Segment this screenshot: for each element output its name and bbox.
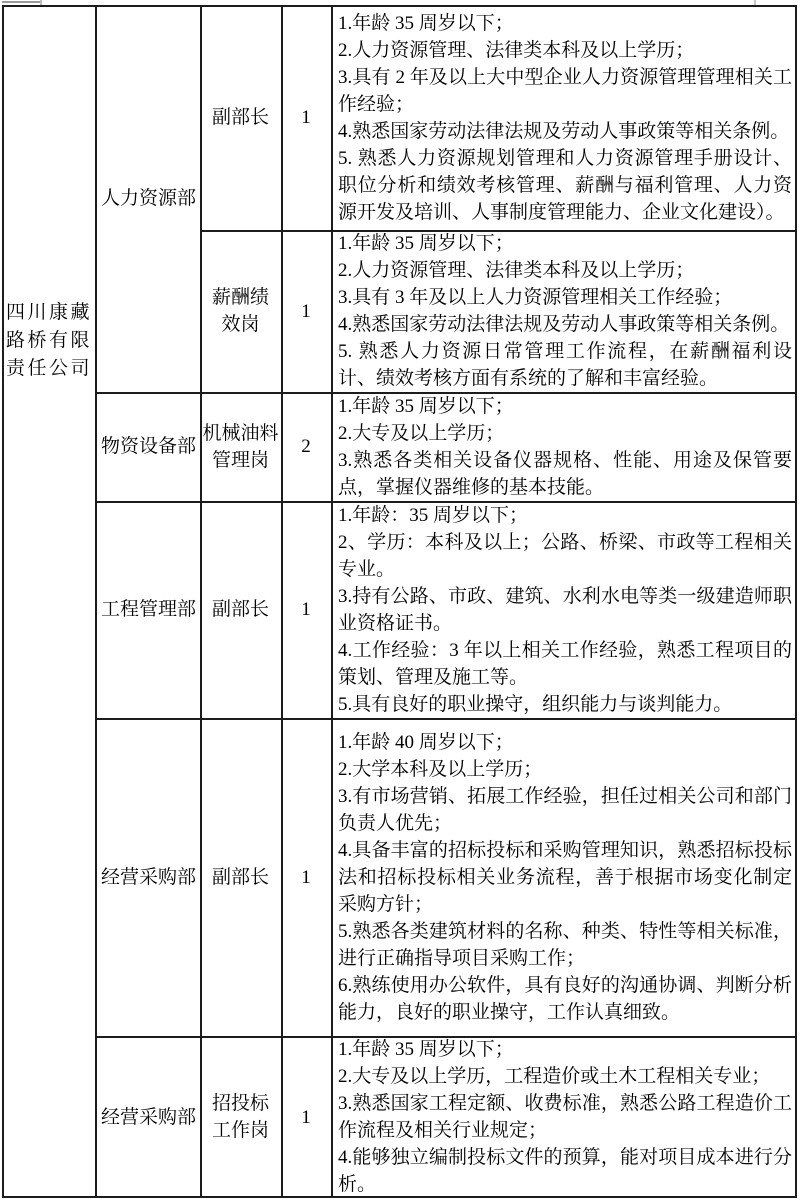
requirement-item: 2.大专及以上学历，工程造价或土木工程相关专业；: [338, 1066, 771, 1087]
headcount-value: 1: [301, 1106, 311, 1128]
company-name-line: 四川康藏: [5, 302, 92, 323]
requirement-item: 1.年龄 35 周岁以下；: [338, 395, 514, 417]
requirement-item: 1.年龄 35 周岁以下；: [338, 233, 514, 254]
requirement-item: 3.持有公路、市政、建筑、水利水电等类一级建造师职业资格证书。: [338, 585, 792, 634]
requirement-item: 5.熟悉各类建筑材料的名称、种类、特性等相关标准，进行正确指导项目采购工作；: [338, 920, 792, 969]
requirement-item: 4.熟悉国家劳动法律法规及劳动人事政策等相关条例。: [338, 314, 790, 335]
position-label: 工作岗: [211, 1120, 269, 1141]
requirement-item: 5. 熟悉人力资源规划管理和人力资源管理手册设计、职位分析和绩效考核管理、薪酬与福利管理、人力资源开发及培训、人事制度管理能力、企业文化建设）。: [338, 147, 792, 223]
requirement-item: 6.熟练使用办公软件，具有良好的沟通协调、判断分析能力，良好的职业操守，工作认真细致。: [338, 974, 792, 1023]
headcount-cell: [283, 7, 329, 228]
headcount-value: 1: [301, 599, 311, 620]
company-cell: [4, 296, 94, 386]
position-label: 管理岗: [211, 449, 269, 471]
requirements-cell: [333, 503, 795, 716]
department-cell-engineering: [97, 503, 200, 716]
requirement-item: 3.具有 3 年及以上人力资源管理相关工作经验；: [338, 287, 733, 308]
department-label: 人力资源部: [100, 188, 196, 209]
position-label: 效岗: [221, 314, 260, 335]
headcount-cell: [283, 720, 329, 1034]
requirement-item: 3.熟悉国家工程定额、收费标准，熟悉公路工程造价工作流程及相关行业规定；: [338, 1093, 792, 1141]
department-label: 经营采购部: [100, 866, 196, 888]
position-label: 副部长: [211, 599, 269, 620]
company-name-line: 责任公司: [5, 358, 92, 379]
requirement-item: 4.熟悉国家劳动法律法规及劳动人事政策等相关条例。: [338, 120, 790, 142]
requirement-item: 5.具有良好的职业操守，组织能力与谈判能力。: [338, 693, 733, 715]
headcount-value: 1: [301, 300, 311, 322]
requirement-item: 2.人力资源管理、法律类本科及以上学历；: [338, 39, 695, 61]
requirement-item: 1.年龄 35 周岁以下；: [338, 1039, 514, 1060]
requirements-cell: [333, 394, 795, 499]
headcount-cell: [283, 232, 329, 390]
requirement-item: 3.具有 2 年及以上大中型企业人力资源管理管理相关工作经验；: [338, 66, 792, 115]
requirement-item: 3.有市场营销、拓展工作经验，担任过相关公司和部门负责人优先；: [338, 785, 792, 834]
requirements-cell: [333, 720, 795, 1034]
department-label: 物资设备部: [100, 436, 196, 457]
headcount-value: 2: [301, 436, 311, 457]
requirement-item: 2.人力资源管理、法律类本科及以上学历；: [338, 260, 695, 281]
headcount-value: 1: [301, 107, 311, 128]
headcount-cell: [283, 503, 329, 716]
position-label: 薪酬绩: [211, 287, 269, 308]
position-label: 招投标: [211, 1093, 269, 1114]
requirements-cell: [333, 7, 795, 228]
department-cell-procurement-2: [97, 1038, 200, 1196]
requirement-item: 1.年龄 40 周岁以下；: [338, 731, 514, 753]
position-cell: [202, 394, 279, 499]
company-name-line: 路桥有限: [5, 330, 92, 351]
headcount-cell: [283, 1038, 329, 1196]
department-cell-procurement-1: [97, 720, 200, 1034]
requirement-item: 3.熟悉各类相关设备仪器规格、性能、用途及保管要点，掌握仪器维修的基本技能。: [338, 449, 792, 498]
position-cell: [202, 1038, 279, 1196]
requirement-item: 4.工作经验：3 年以上相关工作经验，熟悉工程项目的策划、管理及施工等。: [338, 639, 792, 688]
position-cell: [202, 720, 279, 1034]
crop-artifact-line: [2, 1, 42, 3]
headcount-cell: [283, 394, 329, 499]
requirement-item: 5. 熟悉人力资源日常管理工作流程，在薪酬福利设计、绩效考核方面有系统的了解和丰富经验。: [338, 341, 792, 389]
position-label: 副部长: [211, 107, 269, 128]
requirement-item: 4.能够独立编制投标文件的预算，能对项目成本进行分析。: [338, 1147, 792, 1195]
requirement-item: 1.年龄 35 周岁以下；: [338, 12, 514, 34]
requirements-cell: [333, 1038, 795, 1196]
requirement-item: 2.大学本科及以上学历；: [338, 758, 543, 780]
position-cell: [202, 7, 279, 228]
position-cell: [202, 503, 279, 716]
department-label: 经营采购部: [100, 1106, 196, 1128]
requirements-cell: [333, 232, 795, 390]
headcount-value: 1: [301, 866, 311, 888]
requirement-item: 4.具备丰富的招标投标和采购管理知识，熟悉招标投标法和招标投标相关业务流程，善于根据市场变化制定采购方针；: [338, 839, 792, 915]
position-label: 机械油料: [202, 422, 279, 444]
position-cell: [202, 232, 279, 390]
requirement-item: 2.大专及以上学历；: [338, 422, 505, 444]
department-cell-hr: [97, 7, 200, 390]
department-label: 工程管理部: [100, 599, 196, 620]
department-cell-materials: [97, 394, 200, 499]
position-label: 副部长: [211, 866, 269, 888]
requirement-item: 1.年龄：35 周岁以下；: [338, 504, 529, 526]
requirement-item: 2、学历：本科及以上；公路、桥梁、市政等工程相关专业。: [338, 531, 792, 580]
